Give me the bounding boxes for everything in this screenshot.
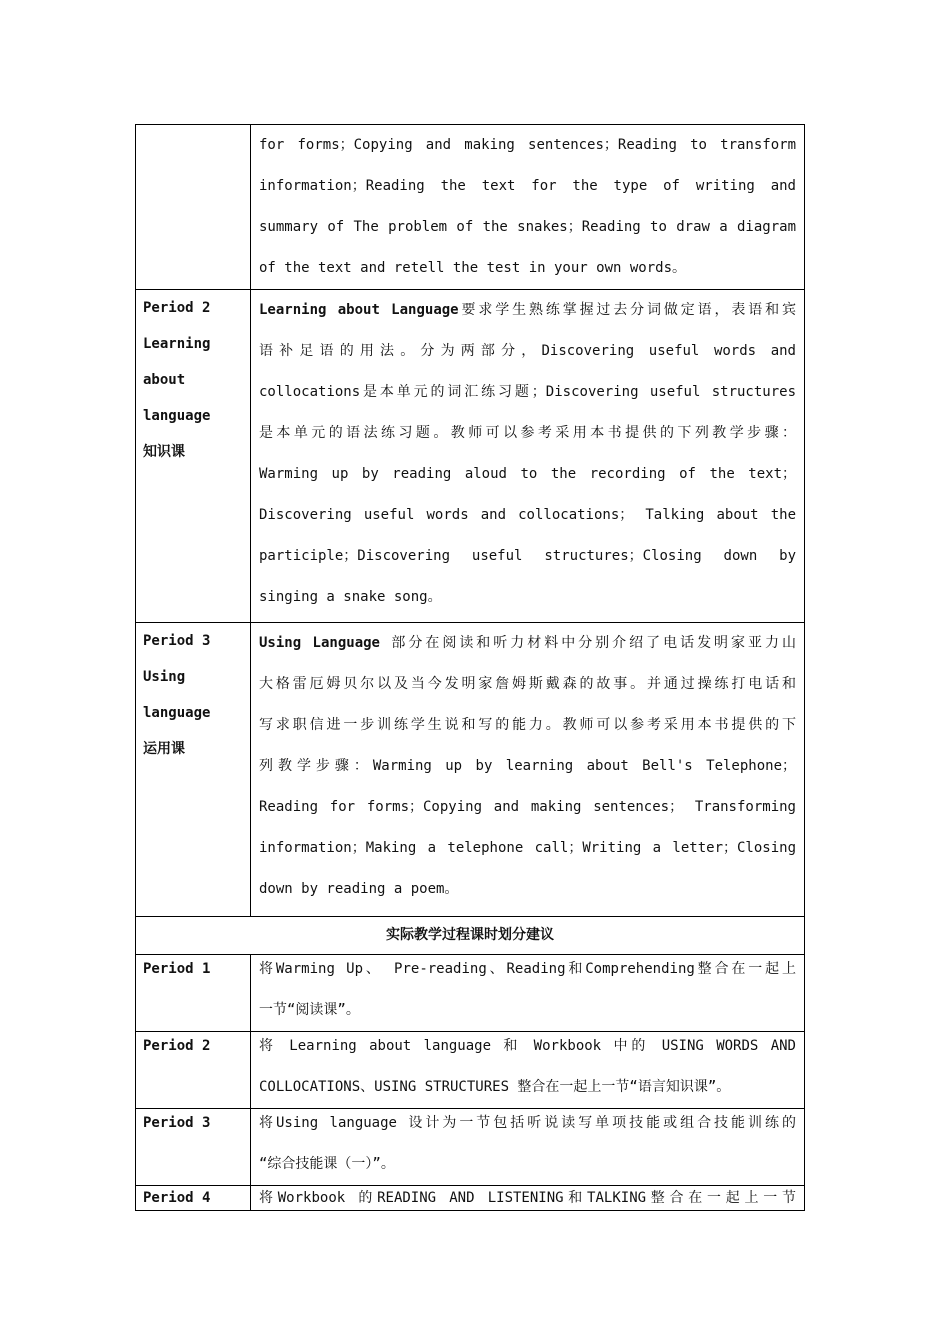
text-line: singing a snake song。 [259,589,442,605]
text-line: Reading for forms；Copying and making sentences； Transforming [259,799,796,815]
period-label: language [143,408,211,424]
period3-label-cell [136,623,251,917]
lesson-plan-table [135,124,805,1211]
text-line: 大格雷厄姆贝尔以及当今发明家詹姆斯戴森的故事。并通过操练打电话和 [259,676,796,692]
section-lead: Using Language [259,635,380,651]
text-line: 写求职信进一步训练学生说和写的能力。教师可以参考采用本书提供的下 [259,717,796,733]
period-label: 知识课 [143,444,185,460]
text-span: 部分在阅读和听力材料中分别介绍了电话发明家亚力山 [379,635,796,651]
table-row [136,125,805,290]
period-label: Period 4 [143,1190,211,1206]
text-line: 列教学步骤：Warming up by learning about Bell's Telephone； [259,758,796,774]
text-line: information；Making a telephone call；Writing a letter；Closing [259,840,796,856]
text-line: Warming up by reading aloud to the recording of the text； [259,466,796,482]
period-label: Period 1 [143,961,211,977]
schedule-content-cell [251,1186,805,1211]
table-row [136,1186,805,1211]
table-row [136,1109,805,1186]
period-label: language [143,705,211,721]
text-line: “综合技能课（一）”。 [259,1156,395,1172]
schedule-period-cell [136,1186,251,1211]
text-line: 将Workbook 的READING AND LISTENING和TALKING整合在一起上一节 [259,1190,796,1206]
period-label: Period 2 [143,1038,211,1054]
period1-content-cell [251,125,805,290]
text-line: of the text and retell the test in your own words。 [259,260,687,276]
text-line: 将Warming Up、 Pre-reading、Reading和Comprehending整合在一起上 [259,961,796,977]
text-line: collocations是本单元的词汇练习题；Discovering useful structures [259,384,796,400]
schedule-content-cell [251,955,805,1032]
period-label: about [143,372,186,388]
table-row [136,290,805,623]
schedule-period-cell [136,1109,251,1186]
text-line: down by reading a poem。 [259,881,459,897]
text-line: summary of The problem of the snakes；Reading to draw a diagram [259,219,796,235]
text-line: participle；Discovering useful structures；Closing down by [259,548,796,564]
period3-content-cell [251,623,805,917]
text-line: 语补足语的用法。分为两部分，Discovering useful words and [259,343,796,359]
table-row [136,623,805,917]
text-line: Discovering useful words and collocations； Talking about the [259,507,796,523]
period-label: Using [143,669,186,685]
period-label: Period 2 [143,300,211,316]
text-line [259,623,796,664]
period2-label-cell [136,290,251,623]
text-span: 要求学生熟练掌握过去分词做定语，表语和宾 [458,302,796,318]
schedule-header: 实际教学过程课时划分建议 [386,927,554,943]
text-line [259,290,796,331]
text-line: information；Reading the text for the type of writing and [259,178,796,194]
table-row [136,1032,805,1109]
period-label: 运用课 [143,741,185,757]
period1-label-cell [136,125,251,290]
schedule-period-cell [136,955,251,1032]
period-label: Learning [143,336,211,352]
section-lead: Learning about Language [259,302,459,318]
schedule-period-cell [136,1032,251,1109]
text-line: for forms；Copying and making sentences；Reading to transform [259,137,796,153]
schedule-content-cell [251,1109,805,1186]
period2-content-cell [251,290,805,623]
text-line: 是本单元的语法练习题。教师可以参考采用本书提供的下列教学步骤： [259,425,796,441]
text-line: COLLOCATIONS、USING STRUCTURES 整合在一起上一节“语言知识课”。 [259,1079,731,1095]
period-label: Period 3 [143,1115,211,1131]
text-line: 将Using language 设计为一节包括听说读写单项技能或组合技能训练的 [259,1115,796,1131]
text-line: 将 Learning about language 和 Workbook 中的 USING WORDS AND [259,1038,796,1054]
text-line: 一节“阅读课”。 [259,1002,360,1018]
table-row [136,955,805,1032]
schedule-content-cell [251,1032,805,1109]
period-label: Period 3 [143,633,211,649]
